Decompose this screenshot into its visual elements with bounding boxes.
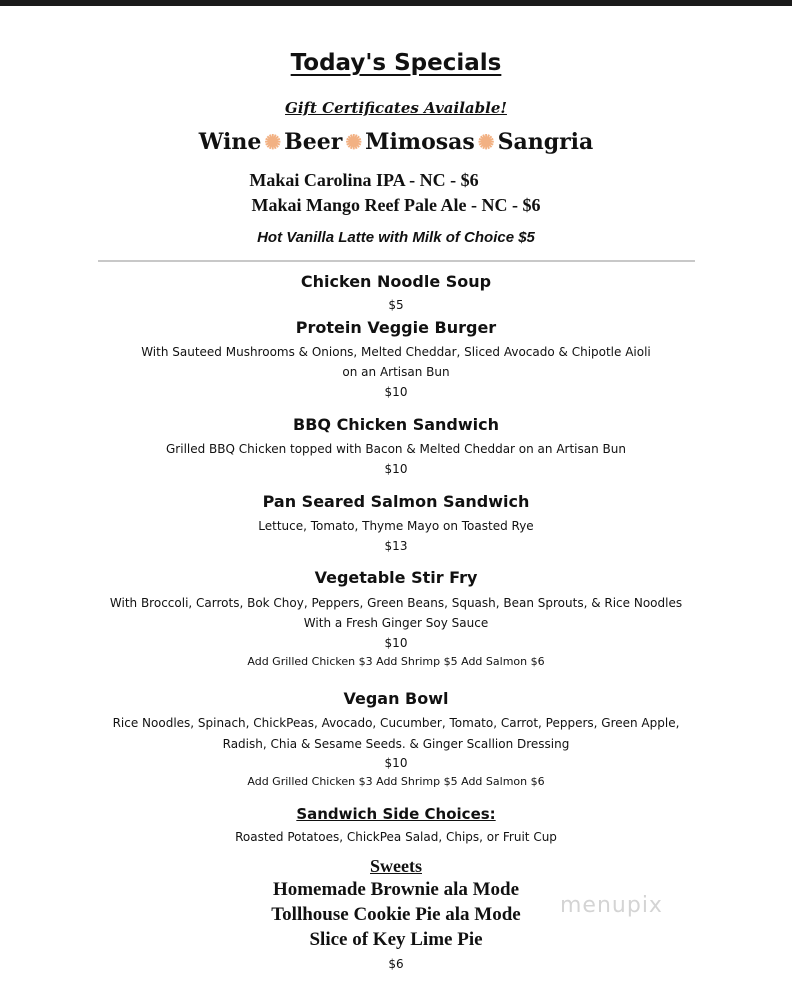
item-price-salmon: $13 — [384, 539, 408, 553]
watermark: menupix — [560, 893, 663, 918]
drinks-line — [0, 129, 792, 155]
sparkle-icon: ✺ — [345, 130, 363, 154]
item-name-salmon: Pan Seared Salmon Sandwich — [262, 492, 530, 511]
beer-special-1: Makai Carolina IPA - NC - $6 — [249, 170, 479, 190]
page-title: Today's Specials — [290, 50, 502, 76]
drink-mimosas: Mimosas — [365, 129, 475, 155]
item-price-stirfry: $10 — [384, 636, 408, 650]
item-desc-stirfry-1: With Broccoli, Carrots, Bok Choy, Peppers, Green Beans, Squash, Bean Sprouts, & Rice Noodles — [109, 596, 683, 610]
item-price-vegan: $10 — [384, 756, 408, 770]
sides-heading: Sandwich Side Choices: — [296, 805, 496, 823]
sides-list: Roasted Potatoes, ChickPea Salad, Chips, or Fruit Cup — [235, 830, 557, 844]
drink-beer: Beer — [284, 129, 343, 155]
item-desc-burger-1: With Sauteed Mushrooms & Onions, Melted Cheddar, Sliced Avocado & Chipotle Aioli — [141, 345, 651, 359]
beer-special-2: Makai Mango Reef Pale Ale - NC - $6 — [251, 195, 541, 215]
item-desc-vegan-1: Rice Noodles, Spinach, ChickPeas, Avocado, Cucumber, Tomato, Carrot, Peppers, Green Apple, — [112, 716, 680, 730]
item-name-stirfry: Vegetable Stir Fry — [314, 568, 478, 587]
item-addons-vegan: Add Grilled Chicken $3 Add Shrimp $5 Add Salmon $6 — [247, 775, 545, 788]
item-desc-bbq: Grilled BBQ Chicken topped with Bacon & Melted Cheddar on an Artisan Bun — [166, 442, 626, 456]
drink-sangria: Sangria — [497, 129, 594, 155]
item-price-soup: $5 — [388, 298, 404, 312]
sparkle-icon: ✺ — [264, 130, 282, 154]
gift-certificates-note: Gift Certificates Available! — [285, 99, 507, 117]
sparkle-icon: ✺ — [477, 130, 495, 154]
sweets-price: $6 — [388, 957, 404, 971]
sweet-item-3: Slice of Key Lime Pie — [309, 929, 483, 950]
item-price-burger: $10 — [384, 385, 408, 399]
item-name-bbq: BBQ Chicken Sandwich — [293, 415, 499, 434]
item-desc-stirfry-2: With a Fresh Ginger Soy Sauce — [303, 616, 489, 630]
sweet-item-2: Tollhouse Cookie Pie ala Mode — [271, 904, 521, 925]
sweets-heading: Sweets — [370, 856, 422, 876]
item-desc-salmon: Lettuce, Tomato, Thyme Mayo on Toasted Rye — [258, 519, 534, 533]
item-name-soup: Chicken Noodle Soup — [300, 272, 492, 291]
sweet-item-1: Homemade Brownie ala Mode — [272, 879, 520, 900]
item-addons-stirfry: Add Grilled Chicken $3 Add Shrimp $5 Add Salmon $6 — [247, 655, 545, 668]
item-desc-vegan-2: Radish, Chia & Sesame Seeds. & Ginger Scallion Dressing — [222, 737, 570, 751]
latte-special: Hot Vanilla Latte with Milk of Choice $5 — [257, 229, 535, 246]
item-price-bbq: $10 — [384, 462, 408, 476]
item-desc-burger-2: on an Artisan Bun — [342, 365, 450, 379]
divider — [98, 260, 695, 262]
top-border — [0, 0, 792, 6]
drink-wine: Wine — [198, 129, 262, 155]
item-name-burger: Protein Veggie Burger — [295, 318, 497, 337]
item-name-vegan: Vegan Bowl — [343, 689, 449, 708]
